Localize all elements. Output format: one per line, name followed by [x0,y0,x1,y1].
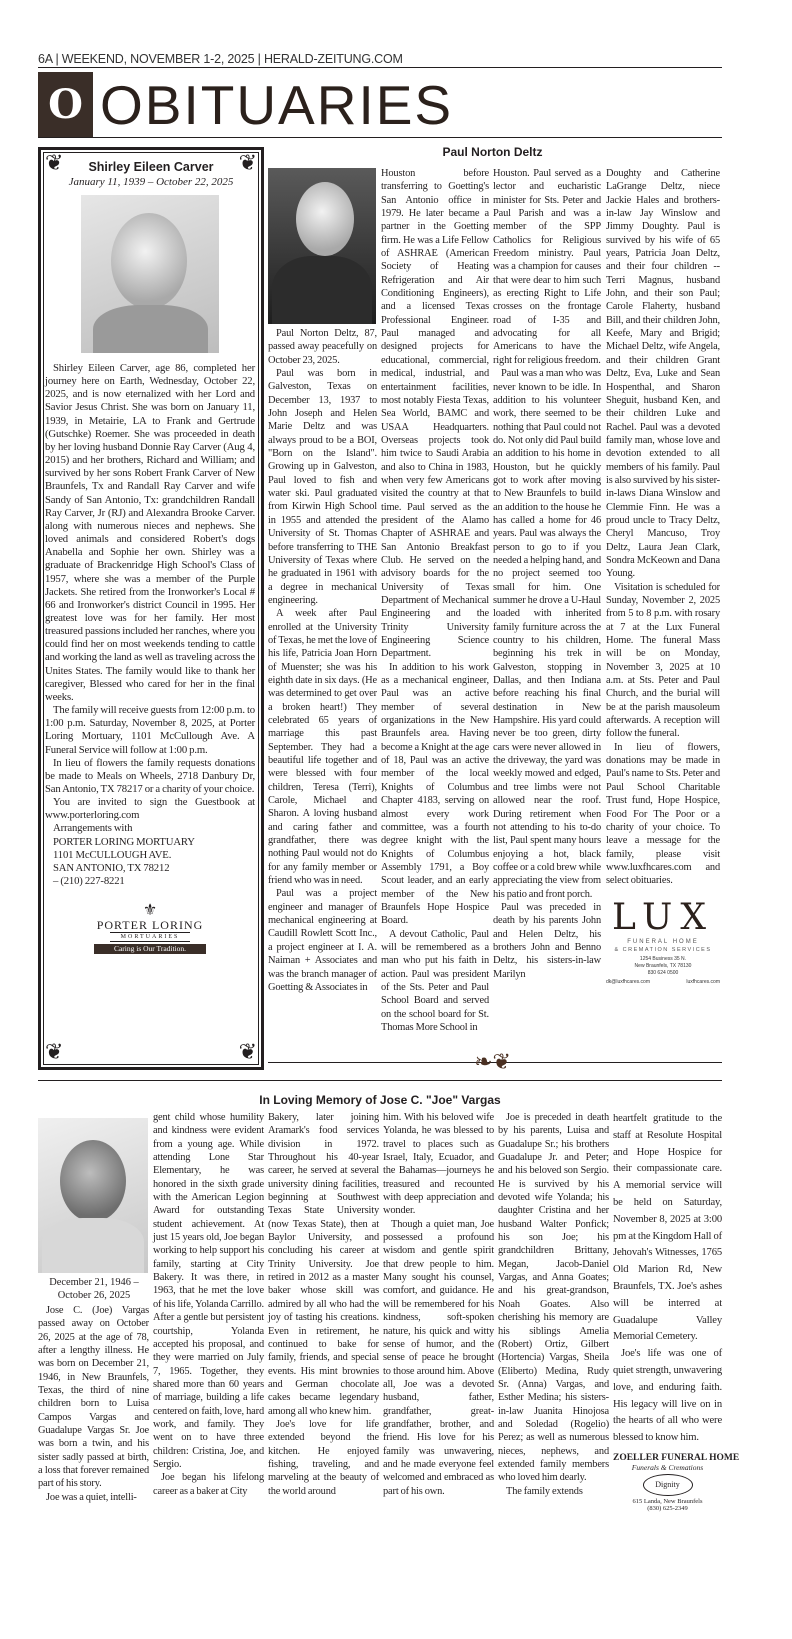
obituary-name: Shirley Eileen Carver [88,160,214,174]
portrait-photo [38,1118,148,1273]
section-rule [38,1080,722,1081]
obituary-column: Jose C. (Joe) Vargas passed away on October 26, 2025 at the age of 78, after a lengthy illness. He was born on December 21, 1946, in New Braunfels, Texas, the third of nine children born to Luisa Campos Vargas and Guadalupe Vargas Sr. Joe was born a twin, and his sister sadly passed at birth, a loss that forever remained part of his story. Joe was a quiet, intelli- [38,1305,149,1503]
floral-ornament-icon: ❧❦ [474,1050,511,1075]
corner-ornament-icon: ❦ [238,151,257,176]
obituary-body: Shirley Eileen Carver, age 86, completed her journey here on Earth, Wednesday, October 22, 2025, and is now eternalized with her Lord and Savior Jesus Christ. She was born on January 11, 1939, in Metairie, LA to Frank and Gertrude (Gutschke) Roemer. She was proceeded in death by her loving husband Donnie Ray Carver (Aug 4, 2015) and her brothers, Richard and William; and survived by her sons Robert Frank Carver of New Braunfels, Tx and Randall Ray Carver and wife Sandy of San Antonio, Tx: grandchildren Randall Ray Carver, Jr (RJ) and Alexandra Brooke Carver. along with numerous nieces and nephews. She loved animals and considered Robert's dogs Anabella and Sophie her own. Shirley was a graduate of Brackenridge High School's Class of 1957, where she was a member of the Purple Jackets. She retired from the Ironworker's Local # 66 and Ironworker's district Council in 1995. Her greatest love was for her family. Her most treasured passions included her ranches, where you could find her on most weekends tending to cattle and working the land as well as traveling across the Unites States. The family would like to thank her caregiver, Blessed who cared for her in the final weeks. The family will receive guests from 12:00 p.m. to 1:00 p.m. Saturday, November 8, 2025, at Porter Loring Mortuary, 1101 McCullough Ave. A Funeral Service will follow at 1:00 p.m. In lieu of flowers the family requests donations be made to Meals on Wheels, 2718 Danbury Dr, San Antonio, TX 78217 or a charity of your choice. You are invited to sign the Guestbook at www.porterloring.com Arrangements with PORTER LORING MORTUARY 1101 McCULLOUGH AVE. SAN ANTONIO, TX 78212 – (210) 227-8221 ⚜ PORTER LORING MORTUARIES Caring is Our Tradition. [45,362,255,954]
ad-website[interactable]: luxfhcares.com [686,978,720,985]
arrangements: Arrangements with PORTER LORING MORTUARY 1101 McCULLOUGH AVE. SAN ANTONIO, TX 78212 – (210) 227-8221 [53,822,195,888]
porter-loring-logo: ⚜ PORTER LORING MORTUARIES Caring is Our Tradition. [90,902,210,954]
dignity-emblem: Dignity [643,1474,693,1496]
header-rule [38,67,722,68]
lux-funeral-home-ad: LUX FUNERAL HOME & CREMATION SERVICES 1254 Business 35 N. New Braunfels, TX 78130 830 624 0500 dk@luxfhcares.com luxfhcares.com [606,896,720,985]
ad-email[interactable]: dk@luxfhcares.com [606,978,650,985]
portrait-photo [81,195,219,353]
portrait-photo [268,168,376,324]
corner-ornament-icon: ❦ [45,1040,64,1065]
carver-obituary-box [38,147,264,1070]
zoeller-funeral-home-ad: ZOELLER FUNERAL HOME Funerals & Cremations Dignity 615 Landa, New Braunfels (830) 625-2349 [613,1452,740,1512]
obituary-column: heartfelt gratitude to the staff at Resolute Hospital and Hope Hospice for their compassionate care. A memorial service will be held on Saturday, November 8, 2025 at 3:00 pm at the Kingdom Hall of Jehovah's Witnesses, 1765 Old Marion Rd, New Braunfels, TX. Joe's ashes will be interred at Guadalupe Valley Memorial Cemetery. Joe's life was one of quiet strength, unwavering love, and enduring faith. His legacy will live on in the hearts of all who were blessed to know him. ZOELLER FUNERAL HOME Funerals & Cremations Dignity 615 Landa, New Braunfels (830) 625-2349 [613,1113,740,1512]
obituary-column: him. With his beloved wife Yolanda, he was blessed to travel to places such as Israel, Italy, Ecuador, and the Bahamas—journeys he treasured and recounted with deep appreciation and wonder. Though a quiet man, Joe possessed a profound wisdom and gentle spirit that drew people to him. Many sought his counsel, comfort, and guidance. He will be remembered for his kindness, soft-spoken nature, his quick and witty sense of humor, and the sense of peace he brought to those around him. Above all, Joe was a devoted husband, father, grandfather, great-grandfather, brother, and friend. His love for his family was unwavering, and he made everyone feel welcomed and embraced as part of his own. [383,1112,494,1497]
obituary-column: Houston before transferring to Goetting's San Antonio office in 1979. He later became a partner in the Goetting firm. He was a Life Fellow of ASHRAE (American Society of Heating Refrigeration and Air Conditioning Engineers), and a licensed Texas Professional Engineer. Paul managed and designed projects for educational, commercial, medical, industrial, and entertainment facilities, most notably Fiesta Texas, Sea World, BAMC and USAA Headquarters. Overseas projects took him twice to Saudi Arabia and also to China in 1983, when very few Americans visited the country at that time. Paul served as the president of the Alamo Chapter of ASHRAE and San Antonio Breakfast Club. He served on the advisory boards for the University of Texas Department of Mechanical Engineering and the Trinity University Engineering Science Department. In addition to his work as a mechanical engineer, Paul was an active member of several organizations in the New Braunfels area. Having become a Knight at the age of 18, Paul was an active member of the local Knights of Columbus Chapter 4183, serving on almost every work committee, was a fourth degree knight with the Knights of Columbus Assembly 1791, a Boy Scout leader, and an early member of the New Braunfels Hope Hospice Board. A devout Catholic, Paul will be remembered as a man who put his faith in action. Paul was president of the Sts. Peter and Paul School Board and served on the school board for St. Thomas More School in [381,168,489,1033]
obituary-column: gent child whose humility and kindness were evident from a young age. While attending Lone Star Elementary, he was honored in the sixth grade with the American Legion Award for outstanding student achievement. At just 15 years old, Joe began working to help support his family, starting at City Bakery. It was there, in 1963, that he met the love of his life, Yolanda Carrillo. After a gentle but persistent courtship, Yolanda accepted his proposal, and they were married on July 7, 1965. Together, they shared more than 60 years of marriage, building a life centered on faith, love, hard work, and family. They went on to have three children: Cristina, Joe, and Sergio. Joe began his lifelong career as a baker at City [153,1112,264,1497]
corner-ornament-icon: ❦ [45,151,64,176]
banner-rule [38,137,722,138]
section-title: OBITUARIES [100,74,454,136]
corner-ornament-icon: ❦ [238,1040,257,1065]
memorial-title: In Loving Memory of Jose C. "Joe" Vargas [259,1093,501,1107]
memorial-dates: December 21, 1946 – October 26, 2025 [49,1277,139,1302]
obituary-column: Joe is preceded in death by his parents, Luisa and Guadalupe Sr.; his brothers Guadalupe Jr. and Peter; and his beloved son Sergio. He is survived by his devoted wife Yolanda; his daughter Cristina and her husband Walter Ponfick; his son Joe; his grandchildren Brittany, Megan, Jacob-Daniel Vargas, and Anna Goates; and his great-grandson, Noah Goates. Also cherishing his memory are his siblings Amelia (Robert) Ortiz, Gilbert (Hortencia) Vargas, Sheila (Eliberto) Medina, Rudy Sr. (Anna) Vargas, and Esther Medina; his sisters-in-law Juanita Hinojosa and Soledad (Rogelio) Perez; as well as numerous nieces, nephews, and extended family members who loved him dearly. The family extends [498,1112,609,1497]
obituary-column: Paul Norton Deltz, 87, passed away peacefully on October 23, 2025. Paul was born in Galveston, Texas on December 13, 1937 to John Joseph and Helen Marie Deltz and was always proud to be a BOI, "Born on the Island". Growing up in Galveston, Paul loved to fish and water ski. Paul graduated from Kirwin High School in 1955 and attended the University of St. Thomas before transferring to THE University of Texas where he graduated in 1961 with a degree in mechanical engineering. A week after Paul enrolled at the University of Texas, he met the love of his life, Patricia Joan Horn of Muenster; she was his eighth date in six days. (He was determined to get over a broken heart!) They celebrated 65 years of marriage this past September. They had a beautiful life together and were blessed with four children, Teresa (Terri), Carole, Michael and Sharon. A loving husband and caring father and grandfather, there was nothing Paul would not do for any family member or friend who was in need. Paul was a project engineer and manager of mechanical engineering at Caudill Rowlett Scott Inc., a project engineer at I. A. Naiman + Associates and was the branch manager of Goetting & Associates in [268,328,377,993]
fleur-de-lis-icon: ⚜ [142,900,158,920]
running-head: 6A | WEEKEND, NOVEMBER 1-2, 2025 | HERALD-ZEITUNG.COM [38,52,403,66]
obituary-name: Paul Norton Deltz [442,145,543,159]
newspaper-logo: O [38,72,93,138]
obituary-column: Houston. Paul served as a lector and eucharistic minister for Sts. Peter and Paul Parish and was a member of the SPP Catholics for Religious Freedom ministry. Paul was a champion for causes that were dear to him such as erecting Right to Life crosses on the frontage road of I-35 and advocating for all Americans to have the right for religious freedom. Paul was a man who was never known to be idle. In addition to his volunteer work, there seemed to be nothing that Paul could not do. Not only did Paul build an addition to his home in Houston, but he quickly got to work after moving to New Braunfels to build an addition to the house he has called a home for 46 years. Paul was always the person to go to if you needed a helping hand, and no project seemed too small for him. One summer he drove a U-Haul loaded with inherited family furniture across the country to his children, beginning his trek in Galveston, stopping in Dallas, and then Indiana before reaching his final destination in New Hampshire. His yard could never be too green, dirty cars were never allowed in the driveway, the yard was weekly mowed and edged, and tree limbs were not allowed near the roof. During retirement when not attending to his to-do list, Paul spent many hours enjoying a hot, black coffee or a cold brew while appreciating the view from his patio and front porch. Paul was preceded in death by his parents John and Helen Deltz, his brothers John and Benno Deltz, his sisters-in-law Marilyn [493,168,601,980]
obituary-column: Bakery, later joining Aramark's food services division in 1972. Throughout his 40-year career, he served at several university dining facilities, beginning at Southwest Texas State University (now Texas State), then at Baylor University, and concluding his career at Trinity University. Joe retired in 2012 as a master baker whose skill was admired by all who had the joy of tasting his creations. Even in retirement, he continued to bake for family, friends, and special events. His mint brownies and German chocolate cakes became legendary among all who knew him. Joe's love for life extended beyond the kitchen. He enjoyed fishing, traveling, and marveling at the beauty of the world around [268,1112,379,1497]
obituary-dates: January 11, 1939 – October 22, 2025 [68,176,234,188]
obituary-column: Doughty and Catherine LaGrange Deltz, niece Jackie Hales and brothers-in-law Jay Winslow and Jimmy Doughty. Paul is survived by his wife of 65 years, Patricia Joan Deltz, and their four children -- Terri Magnus, husband John, and their son Paul; Carole Flaherty, husband Bill, and their children John, Keefe, Mary and Brigid; Michael Deltz, wife Angela, and their children Grant Deltz, Eva, Luke and Sean Hospenthal, and Sharon Sheguit, husband Ken, and their children Luke and Rachel. Paul was a devoted family man, whose love and devotion extended to all members of his family. Paul is also survived by his sister-in-laws Diana Winslow and Clemmie Finn. He was a proud uncle to Tracy Deltz, Cheryl Mancuso, Troy Deltz, Laura Jean Clark, Sondra McKeown and Dana Young. Visitation is scheduled for Sunday, November 2, 2025 from 5 to 8 p.m. with rosary at 7 at the Lux Funeral Home. The funeral Mass will be on Monday, November 3, 2025 at 10 a.m. at Sts. Peter and Paul Church, and the burial will be at the parish mausoleum afterwards. A reception will follow the funeral. In lieu of flowers, donations may be made in Paul's name to Sts. Peter and Paul School Charitable Trust fund, Hope Hospice, Food For The Poor or a charity of your choice. To leave a message for the family, please visit www.luxfhcares.com and select obituaries. LUX FUNERAL HOME & CREMATION SERVICES 1254 Business 35 N. New Braunfels, TX 78130 830 624 0500 dk@luxfhcares.com luxfhcares.com [606,168,720,985]
